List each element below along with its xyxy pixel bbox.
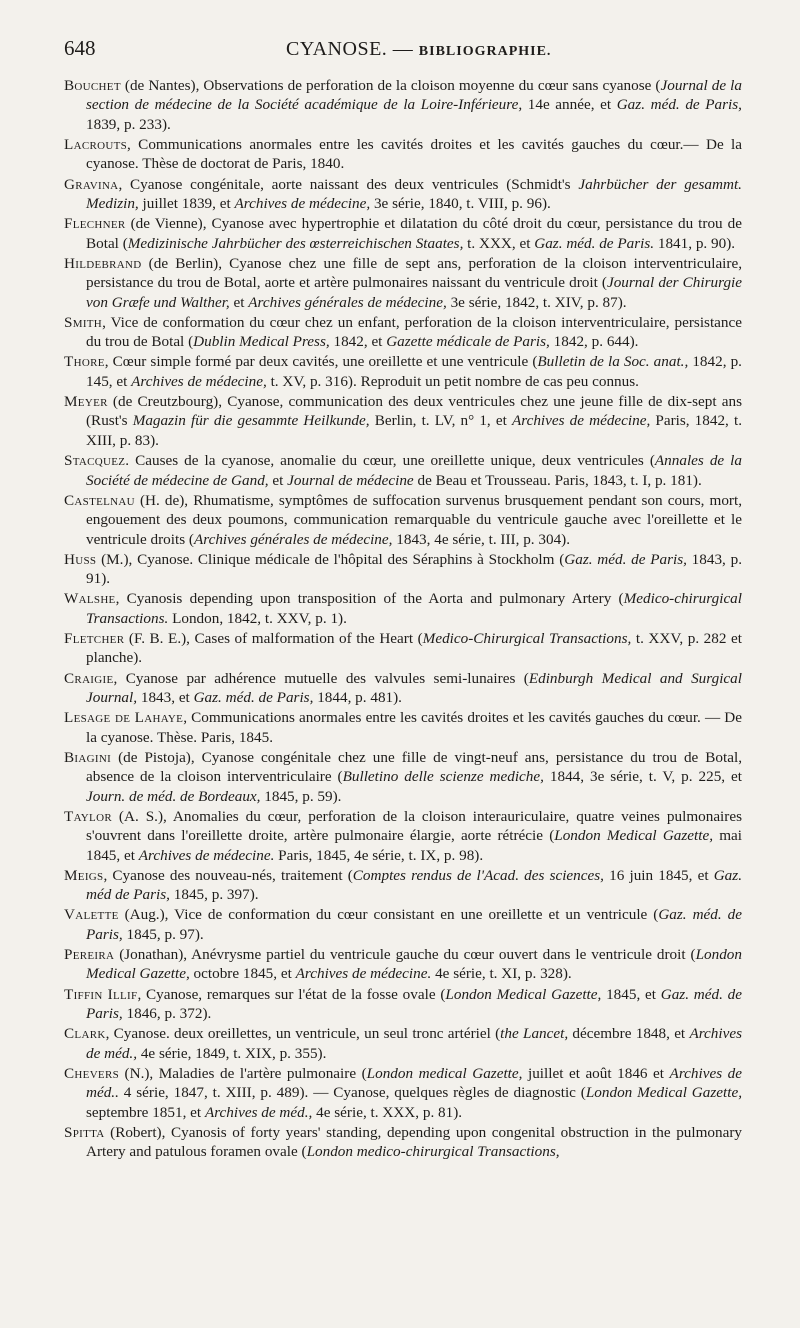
entry-author: Walshe <box>64 590 116 608</box>
entry-journal-title: London Medical Gazette, <box>445 985 602 1003</box>
entry-journal-title: Archives de méd.. <box>86 1064 742 1102</box>
entry-journal-title: Archives de médecine, <box>511 412 651 430</box>
entry-text: , Cyanose par adhérence mutuelle des valvules semi-lunaires ( <box>113 669 529 687</box>
entry-journal-title: Gaz. méd. de Paris, <box>564 550 687 568</box>
running-title-main: CYANOSE. <box>286 38 388 60</box>
entry-journal-title: Gaz. méd. de Paris. <box>534 234 655 252</box>
entry-text: (de Nantes), Observations de perforation de la cloison moyenne du cœur sans cyanose ( <box>120 77 661 94</box>
bibliography-entry <box>64 866 742 905</box>
entry-text: , Vice de conformation du cœur chez un enfant, perforation de la cloison interventriculaire, persistance du trou de Botal ( <box>86 313 742 351</box>
entry-text: (F. B. E.), Cases of malformation of the Heart ( <box>124 629 423 647</box>
entry-author: Taylor <box>64 807 112 825</box>
entry-author: Meigs <box>64 866 104 884</box>
entry-text: 1845, p. 397). <box>169 886 259 904</box>
entry-journal-title: Archives de méd., <box>204 1103 313 1121</box>
running-title <box>96 38 743 61</box>
entry-journal-title: Journal der Chirurgie von Græfe und Walther, <box>86 274 743 311</box>
entry-journal-title: London medico-chirurgical Transactions, <box>306 1143 560 1161</box>
bibliography-entry <box>64 629 742 668</box>
entry-text: et <box>229 293 249 311</box>
entry-author: Castelnau <box>64 491 135 509</box>
entry-journal-title: Archives de médecine, <box>131 372 267 390</box>
entry-journal-title: Journal de médecine <box>287 471 414 489</box>
entry-text: (de Berlin), Cyanose chez une fille de sept ans, perforation de la cloison interventriculaire, persistance du trou de Botal, aorte et artère pulmonaires naissant du ventricule droit ( <box>86 254 742 292</box>
entry-text: t. XXX, et <box>463 234 535 252</box>
bibliography-entry <box>64 1064 742 1122</box>
entry-journal-title: Archives générales de médecine, <box>193 530 393 548</box>
running-title-separator: — <box>392 38 414 60</box>
entry-journal-title: Gaz. méd. de Paris, <box>193 688 314 706</box>
entry-journal-title: London medical Gazette, <box>366 1064 523 1082</box>
entry-journal-title: Archives de médecine. <box>138 846 275 864</box>
entry-author: Tiffin Illif <box>64 985 138 1003</box>
entry-text: 3e série, 1842, t. XIV, p. 87). <box>446 293 627 311</box>
entry-journal-title: Archives de méd., <box>86 1025 743 1062</box>
entry-text: de Beau et Trousseau. Paris, 1843, t. I, p. 181). <box>413 471 702 489</box>
bibliography-entry <box>64 313 742 352</box>
entry-author: Gravina <box>64 175 119 193</box>
entry-journal-title: London Medical Gazette, <box>554 827 714 845</box>
entry-text: juillet 1839, et <box>138 195 235 213</box>
entry-journal-title: the Lancet, <box>500 1025 569 1043</box>
entry-text: septembre 1851, et <box>86 1103 205 1121</box>
entry-journal-title: Bulletino delle scienze mediche, <box>342 768 544 786</box>
entry-text: 1844, 3e série, t. V, p. 225, et <box>543 768 743 786</box>
entry-journal-title: Jahrbücher der gesammt. Medizin, <box>86 175 742 213</box>
entry-text: 4 série, 1847, t. XIII, p. 489). — Cyanose, quelques règles de diagnostic ( <box>118 1084 586 1102</box>
bibliography-entry <box>64 214 742 253</box>
entry-text: (de Vienne), Cyanose avec hypertrophie et dilatation du côté droit du cœur, persistance du trou de Botal ( <box>86 215 742 252</box>
entry-text: 1843, 4e série, t. III, p. 304). <box>392 530 571 548</box>
entry-text: juillet et août 1846 et <box>522 1064 670 1082</box>
bibliography-entry <box>64 254 742 312</box>
entry-journal-title: Archives générales de médecine, <box>248 293 447 311</box>
entry-journal-title: Edinburgh Medical and Surgical Journal, <box>86 669 742 706</box>
bibliography-entry <box>64 1123 742 1162</box>
entry-journal-title: Comptes rendus de l'Acad. des sciences, <box>352 866 604 884</box>
entry-text: Berlin, t. LV, n° 1, et <box>369 412 512 430</box>
bibliography-list <box>64 76 742 1162</box>
entry-author: Meyer <box>64 393 108 411</box>
entry-text: (Jonathan), Anévrysme partiel du ventricule gauche du cœur ouvert dans le ventricule droit ( <box>114 946 696 964</box>
bibliography-entry <box>64 905 742 944</box>
entry-journal-title: London Medical Gazette, <box>86 946 742 983</box>
bibliography-entry <box>64 669 742 708</box>
entry-text: , Cyanosis depending upon transposition of the Aorta and pulmonary Artery ( <box>115 590 624 608</box>
bibliography-entry <box>64 175 742 214</box>
entry-text: (de Creutzbourg), Cyanose, communication des deux ventricules chez une jeune fille de dix-sept ans (Rust's <box>86 393 742 430</box>
entry-text: mai 1845, et <box>86 827 742 864</box>
entry-text: 1845, p. 97). <box>122 925 204 943</box>
bibliography-entry <box>64 451 742 490</box>
entry-text: octobre 1845, et <box>189 965 296 983</box>
entry-text: 4e série, 1849, t. XIX, p. 355). <box>137 1044 327 1062</box>
entry-journal-title: Medico-Chirurgical Transactions, <box>422 629 632 647</box>
entry-author: Pereira <box>64 946 115 964</box>
entry-author: Clark <box>64 1025 106 1043</box>
entry-author: Chevers <box>64 1064 120 1082</box>
entry-author: Stacquez <box>64 452 126 470</box>
entry-text: et <box>268 471 288 489</box>
bibliography-entry <box>64 708 742 747</box>
entry-text: t. XXV, p. 282 et planche). <box>86 629 742 667</box>
entry-text: 1842, p. 145, et <box>86 353 742 390</box>
entry-author: Valette <box>64 906 119 924</box>
entry-text: , Cyanose, remarques sur l'état de la fosse ovale ( <box>137 985 446 1003</box>
page-number: 648 <box>64 36 96 60</box>
entry-author: Thore <box>64 353 105 371</box>
entry-journal-title: Annales de la Société de médecine de Gand, <box>86 452 742 489</box>
running-title-section: BIBLIOGRAPHIE. <box>418 44 552 59</box>
entry-text: 1842, p. 644). <box>549 333 639 351</box>
entry-author: Bouchet <box>64 77 121 94</box>
entry-journal-title: London Medical Gazette, <box>585 1084 742 1102</box>
entry-text: 3e série, 1840, t. VIII, p. 96). <box>370 195 551 213</box>
bibliography-entry <box>64 392 742 450</box>
entry-journal-title: Journ. de méd. de Bordeaux, <box>86 787 261 805</box>
entry-journal-title: Medizinische Jahrbücher des œsterreichischen Staates, <box>127 234 464 252</box>
entry-text: , Cyanose. deux oreillettes, un ventricule, un seul tronc artériel ( <box>105 1025 501 1043</box>
entry-journal-title: Journal de la section de médecine de la Société académique de la Loire-Inférieure, <box>86 77 742 114</box>
bibliography-entry <box>64 135 742 174</box>
bibliography-entry <box>64 985 742 1024</box>
entry-text: 1846, p. 372). <box>122 1005 212 1023</box>
entry-text: (Aug.), Vice de conformation du cœur consistant en une oreillette et un ventricule ( <box>118 906 659 924</box>
entry-text: 1843, et <box>137 688 194 706</box>
entry-text: (A. S.), Anomalies du cœur, perforation de la cloison interauriculaire, quatre veines pulmonaires s'ouvrent dans l'oreillette droite, artère pulmonaire élargie, aorte rétrécie ( <box>86 807 742 845</box>
entry-journal-title: Gaz. méd. de Paris, <box>86 985 742 1023</box>
entry-text: décembre 1848, et <box>568 1025 690 1043</box>
entry-journal-title: Gaz. méd de Paris, <box>86 866 742 904</box>
entry-text: 14e année, et <box>522 96 617 114</box>
entry-author: Flechner <box>64 215 126 233</box>
entry-text: London, 1842, t. XXV, p. 1). <box>168 609 347 627</box>
entry-journal-title: Gaz. méd. de Paris, <box>86 906 742 943</box>
entry-author: Craigie <box>64 669 114 687</box>
entry-text: . Causes de la cyanose, anomalie du cœur, une oreillette unique, deux ventricules ( <box>125 452 655 470</box>
entry-text: (Robert), Cyanosis of forty years' standing, depending upon congenital obstruction in the pulmonary Artery and patulous foramen ovale ( <box>86 1123 742 1161</box>
entry-journal-title: Gaz. méd. de Paris, <box>616 96 742 114</box>
entry-text: (H. de), Rhumatisme, symptômes de suffocation survenus brusquement pendant son cours, mort, engouement des deux poumons, communication remarquable du ventricule gauche avec l'oreillette et le ventricule droits ( <box>86 491 742 548</box>
running-header <box>64 36 742 70</box>
bibliography-entry <box>64 589 742 628</box>
entry-author: Fletcher <box>64 629 125 647</box>
entry-author: Lacrouts <box>64 136 128 154</box>
entry-journal-title: Dublin Medical Press, <box>193 333 330 351</box>
entry-author: Smith <box>64 313 103 331</box>
bibliography-entry <box>64 945 742 984</box>
entry-author: Hildebrand <box>64 254 142 272</box>
entry-text: 1841, p. 90). <box>654 234 736 252</box>
bibliography-entry <box>64 491 742 549</box>
entry-journal-title: Magazin für die gesammte Heilkunde, <box>132 412 370 430</box>
entry-text: , Communications anormales entre les cavités droites et les cavités gauches du cœur.— De la cyanose. Thèse de doctorat de Paris, 1840. <box>86 136 742 173</box>
entry-text: , Cœur simple formé par deux cavités, une oreillette et une ventricule ( <box>104 353 538 371</box>
entry-text: 4e série, t. XI, p. 328). <box>431 965 572 983</box>
entry-text: Paris, 1842, t. XIII, p. 83). <box>86 412 742 449</box>
entry-author: Huss <box>64 550 97 568</box>
entry-text: , Communications anormales entre les cavités droites et les cavités gauches du cœur. — De la cyanose. Thèse. Paris, 1845. <box>86 709 742 746</box>
bibliography-entry <box>64 550 742 589</box>
entry-text: (N.), Maladies de l'artère pulmonaire ( <box>119 1064 367 1082</box>
entry-text: 1839, p. 233). <box>86 115 171 133</box>
entry-text: 4e série, t. XXX, p. 81). <box>312 1103 463 1121</box>
entry-journal-title: Bulletin de la Soc. anat., <box>537 353 689 371</box>
entry-text: , Cyanose congénitale, aorte naissant des deux ventricules (Schmidt's <box>118 175 579 193</box>
entry-journal-title: Archives de médecine. <box>295 965 432 983</box>
entry-text: 16 juin 1845, et <box>603 866 714 884</box>
bibliography-entry <box>64 807 742 865</box>
entry-text: Paris, 1845, 4e série, t. IX, p. 98). <box>274 846 484 864</box>
bibliography-entry <box>64 352 742 391</box>
entry-author: Lesage de Lahaye <box>64 709 184 727</box>
bibliography-entry <box>64 76 742 134</box>
entry-text: 1845, p. 59). <box>260 787 342 805</box>
entry-text: (de Pistoja), Cyanose congénitale chez une fille de vingt-neuf ans, persistance du trou de Botal, absence de la cloison interventriculaire ( <box>86 748 742 786</box>
entry-journal-title: Gazette médicale de Paris, <box>386 333 550 351</box>
entry-journal-title: Medico-chirurgical Transactions. <box>86 590 742 627</box>
entry-text: (M.), Cyanose. Clinique médicale de l'hôpital des Séraphins à Stockholm ( <box>96 550 565 568</box>
entry-text: 1843, p. 91). <box>86 550 742 588</box>
entry-text: 1842, et <box>329 333 387 351</box>
entry-text: t. XV, p. 316). Reproduit un petit nombre de cas peu connus. <box>266 372 639 390</box>
bibliography-entry <box>64 1024 742 1063</box>
bibliography-entry <box>64 748 742 806</box>
entry-text: 1844, p. 481). <box>313 688 402 706</box>
entry-author: Spitta <box>64 1123 105 1141</box>
entry-text: 1845, et <box>601 985 661 1003</box>
entry-text: , Cyanose des nouveau-nés, traitement ( <box>103 866 353 884</box>
entry-author: Biagini <box>64 748 112 766</box>
entry-journal-title: Archives de médecine, <box>234 195 371 213</box>
